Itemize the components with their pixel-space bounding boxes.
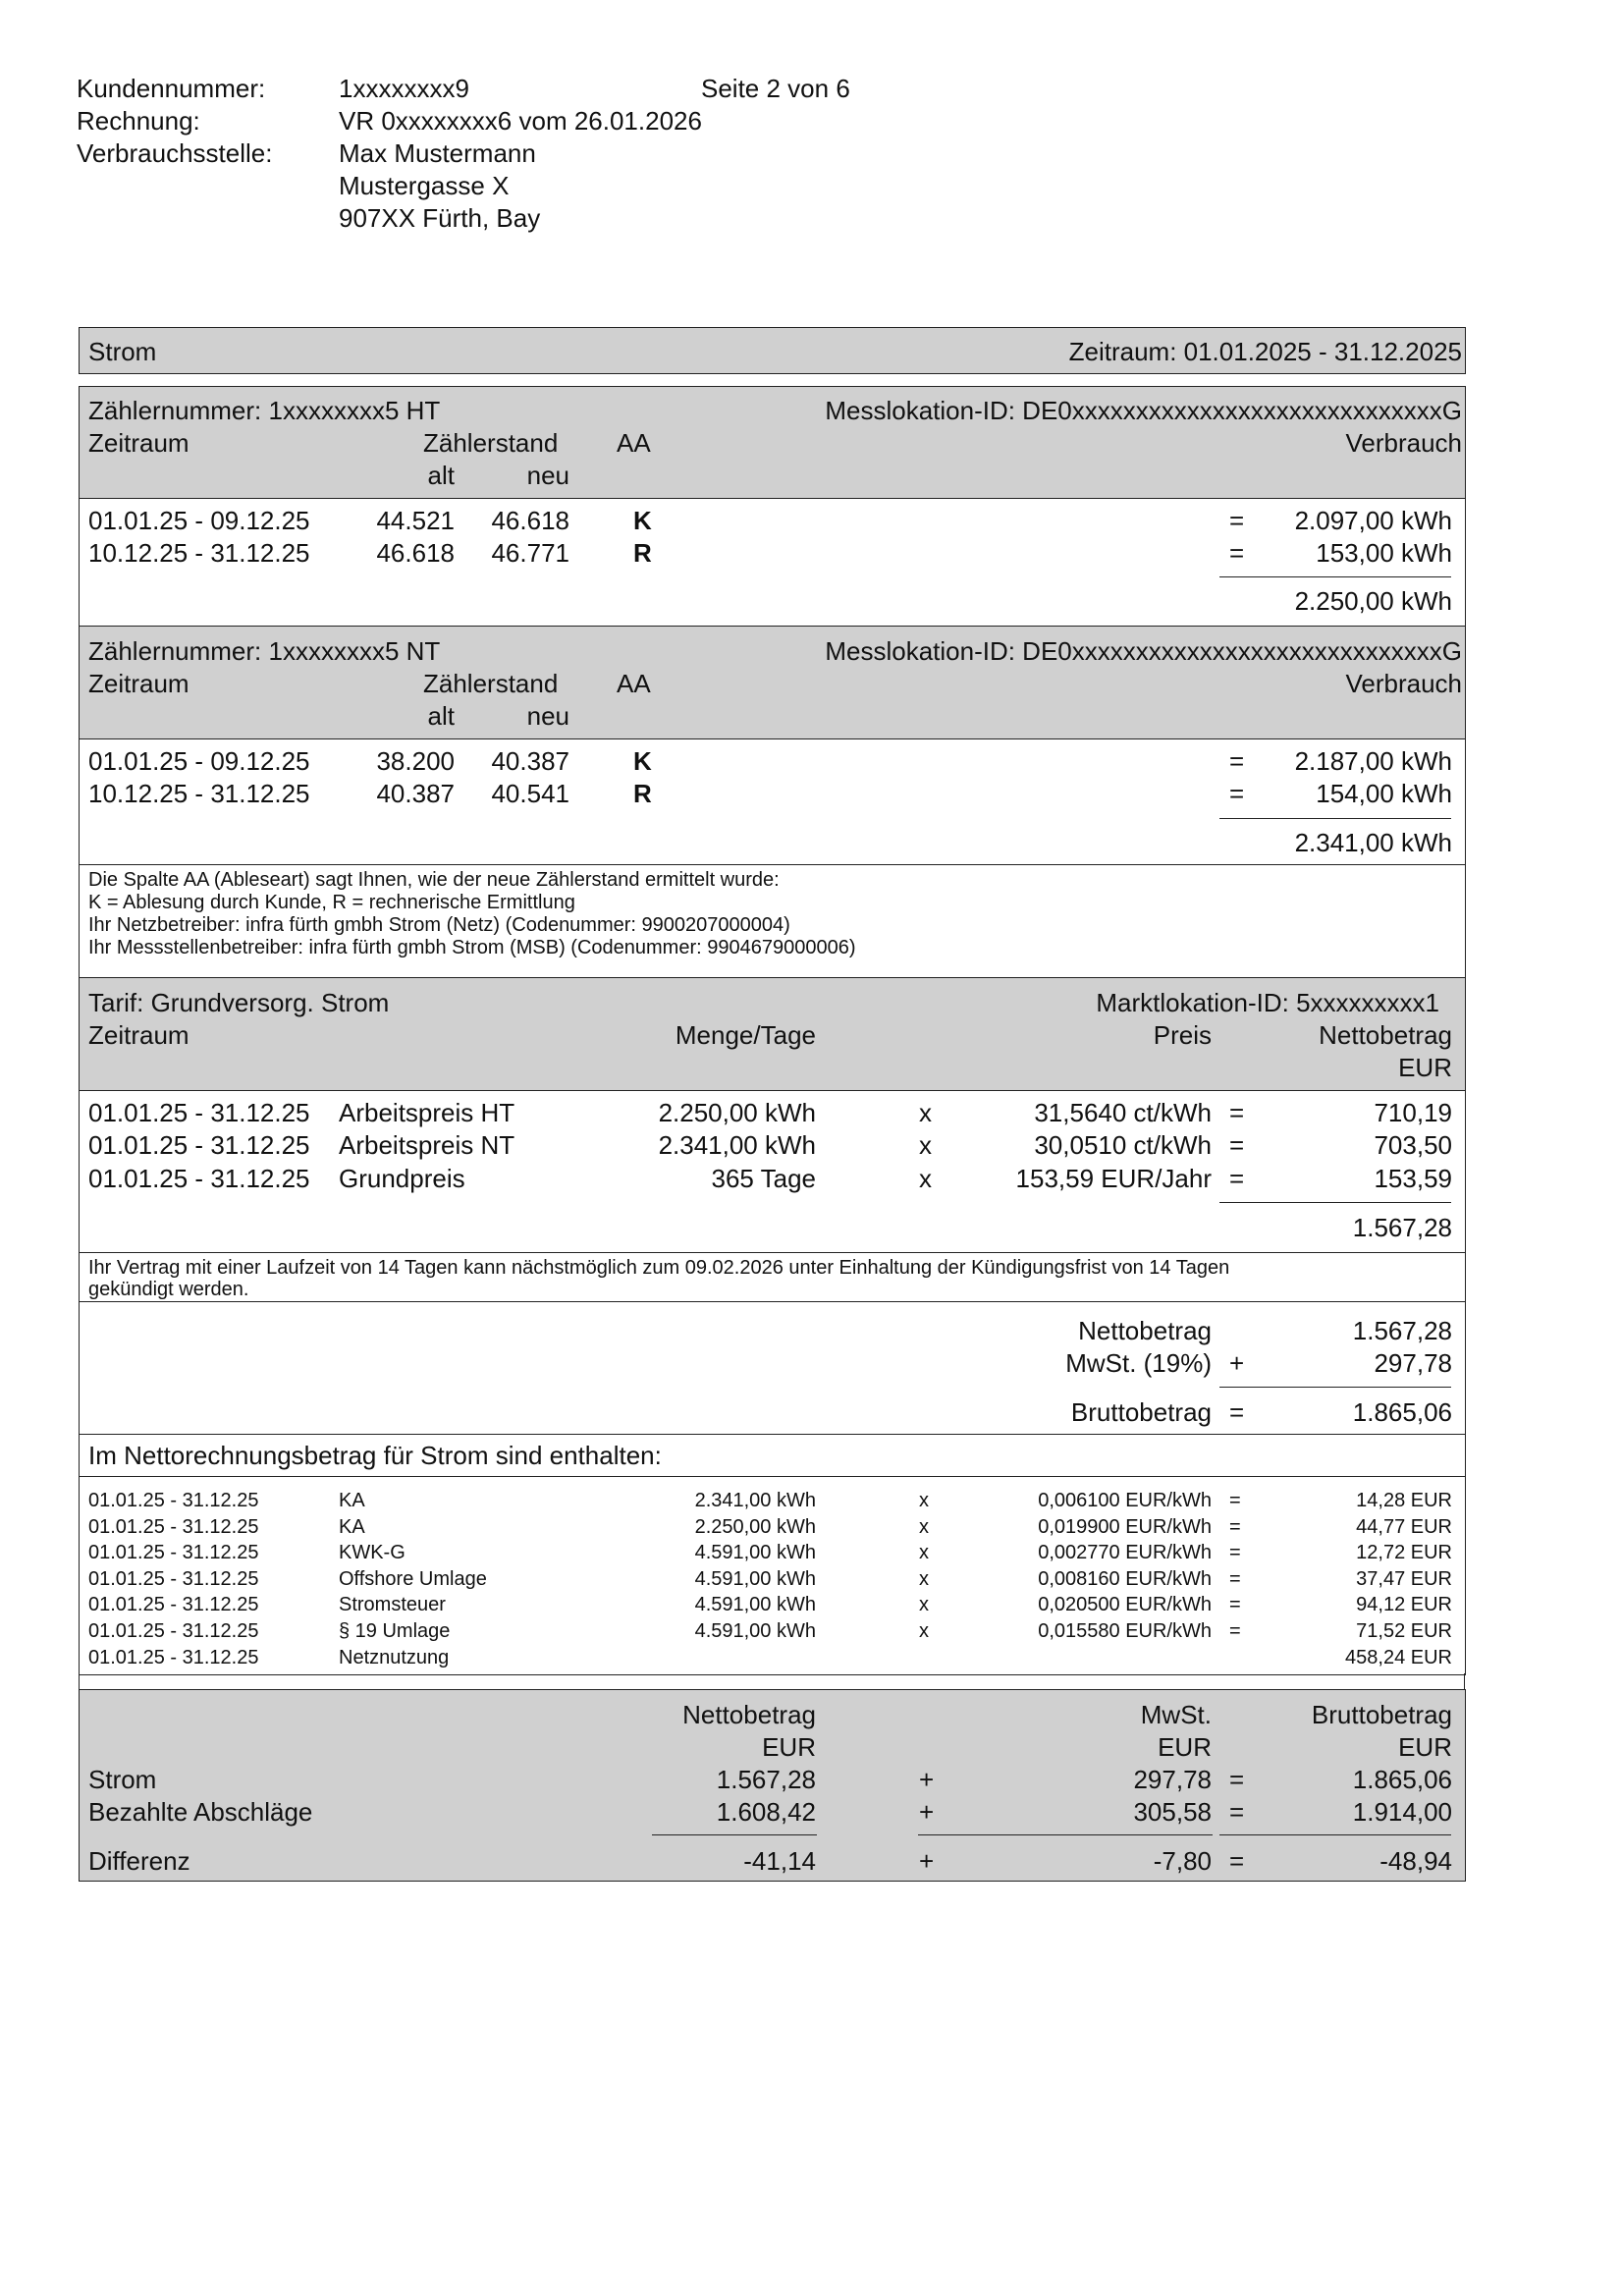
meter-nt-col-neu: neu xyxy=(526,701,569,731)
row-verbrauch: 154,00 kWh xyxy=(1316,779,1452,808)
row-zeitraum: 01.01.25 - 09.12.25 xyxy=(88,506,310,535)
row-menge: 365 Tage xyxy=(711,1164,816,1193)
tariff-col-netto: Nettobetrag xyxy=(1319,1020,1452,1050)
row-neu: 40.387 xyxy=(491,746,569,776)
row-ableseart: R xyxy=(633,538,652,568)
row-times: x xyxy=(919,1490,929,1511)
row-equals: = xyxy=(1229,538,1245,568)
row-position: Grundpreis xyxy=(339,1164,465,1193)
row-times: x xyxy=(919,1515,929,1538)
row-name: KA xyxy=(339,1490,365,1511)
summary-mwst-value: 297,78 xyxy=(1374,1348,1452,1378)
divider xyxy=(79,864,1466,865)
row-times: x xyxy=(919,1130,932,1160)
row-plus: + xyxy=(919,1765,935,1794)
frame-edge xyxy=(1464,1673,1465,1689)
final-col-brutto-unit: EUR xyxy=(1398,1732,1452,1762)
row-name: KWK-G xyxy=(339,1542,406,1564)
summary-brutto-label: Bruttobetrag xyxy=(1070,1397,1212,1427)
row-zeitraum: 01.01.25 - 09.12.25 xyxy=(88,746,310,776)
meter-ht-col-neu: neu xyxy=(526,461,569,490)
divider xyxy=(79,1476,1466,1477)
row-ableseart: R xyxy=(633,779,652,808)
row-netto: 1.567,28 xyxy=(716,1765,816,1794)
row-brutto: 1.865,06 xyxy=(1352,1765,1452,1794)
kundennummer-label: Kundennummer: xyxy=(77,74,266,103)
tariff-col-preis: Preis xyxy=(1153,1020,1212,1050)
row-betrag: 458,24 EUR xyxy=(1345,1646,1452,1668)
row-menge: 2.250,00 kWh xyxy=(694,1515,816,1538)
row-mwst: 305,58 xyxy=(1133,1797,1212,1827)
row-neu: 46.771 xyxy=(491,538,569,568)
row-equals: = xyxy=(1229,1765,1245,1794)
final-col-netto: Nettobetrag xyxy=(682,1700,816,1729)
row-label: Differenz xyxy=(88,1846,190,1876)
row-name: Offshore Umlage xyxy=(339,1567,487,1590)
row-preis: 0,015580 EUR/kWh xyxy=(1038,1620,1212,1642)
row-zeitraum: 01.01.25 - 31.12.25 xyxy=(88,1098,310,1127)
row-menge: 4.591,00 kWh xyxy=(694,1620,816,1642)
row-zeitraum: 10.12.25 - 31.12.25 xyxy=(88,779,310,808)
row-position: Arbeitspreis HT xyxy=(339,1098,515,1127)
row-preis: 30,0510 ct/kWh xyxy=(1034,1130,1212,1160)
note-netzbetreiber: Ihr Netzbetreiber: infra fürth gmbh Strom (Netz) (Codenummer: 9900207000004) xyxy=(88,914,790,936)
row-neu: 46.618 xyxy=(491,506,569,535)
final-col-mwst-unit: EUR xyxy=(1158,1732,1212,1762)
tariff-title: Tarif: Grundversorg. Strom xyxy=(88,988,390,1017)
row-betrag: 37,47 EUR xyxy=(1356,1567,1452,1590)
row-netto: -41,14 xyxy=(743,1846,816,1876)
tariff-col-zeitraum: Zeitraum xyxy=(88,1020,189,1050)
verbrauchsstelle-label: Verbrauchsstelle: xyxy=(77,138,273,168)
address-line-name: Max Mustermann xyxy=(339,138,536,168)
contract-note-line-2: gekündigt werden. xyxy=(88,1279,249,1300)
sum-rule xyxy=(1219,576,1451,577)
strom-zeitraum: Zeitraum: 01.01.2025 - 31.12.2025 xyxy=(1068,337,1462,366)
row-equals: = xyxy=(1229,746,1245,776)
row-netto: 710,19 xyxy=(1374,1098,1452,1127)
final-col-mwst: MwSt. xyxy=(1140,1700,1212,1729)
row-position: Arbeitspreis NT xyxy=(339,1130,515,1160)
row-preis: 0,002770 EUR/kWh xyxy=(1038,1542,1212,1564)
row-brutto: -48,94 xyxy=(1379,1846,1452,1876)
row-times: x xyxy=(919,1542,929,1564)
row-zeitraum: 01.01.25 - 31.12.25 xyxy=(88,1130,310,1160)
row-zeitraum: 01.01.25 - 31.12.25 xyxy=(88,1542,259,1564)
row-zeitraum: 01.01.25 - 31.12.25 xyxy=(88,1164,310,1193)
row-ableseart: K xyxy=(633,506,652,535)
row-preis: 0,008160 EUR/kWh xyxy=(1038,1567,1212,1590)
row-equals: = xyxy=(1229,1846,1245,1876)
sum-rule xyxy=(918,1834,1213,1835)
row-equals: = xyxy=(1229,1542,1241,1564)
row-betrag: 14,28 EUR xyxy=(1356,1490,1452,1511)
row-label: Bezahlte Abschläge xyxy=(88,1797,313,1827)
row-zeitraum: 01.01.25 - 31.12.25 xyxy=(88,1490,259,1511)
tariff-total: 1.567,28 xyxy=(1352,1213,1452,1242)
row-betrag: 71,52 EUR xyxy=(1356,1620,1452,1642)
final-col-netto-unit: EUR xyxy=(762,1732,816,1762)
rechnung-label: Rechnung: xyxy=(77,106,200,136)
row-preis: 0,006100 EUR/kWh xyxy=(1038,1490,1212,1511)
contract-note-line-1: Ihr Vertrag mit einer Laufzeit von 14 Tagen kann nächstmöglich zum 09.02.2026 unter Einhaltung der Kündigungsfrist von 14 Tagen xyxy=(88,1257,1230,1279)
row-neu: 40.541 xyxy=(491,779,569,808)
summary-brutto-value: 1.865,06 xyxy=(1352,1397,1452,1427)
meter-ht-number: Zählernummer: 1xxxxxxxx5 HT xyxy=(88,396,441,425)
address-line-street: Mustergasse X xyxy=(339,171,510,200)
row-times: x xyxy=(919,1620,929,1642)
meter-nt-col-aa: AA xyxy=(617,669,651,698)
rechnung-value: VR 0xxxxxxxx6 vom 26.01.2026 xyxy=(339,106,702,136)
row-verbrauch: 2.187,00 kWh xyxy=(1294,746,1452,776)
tariff-col-menge: Menge/Tage xyxy=(675,1020,816,1050)
row-mwst: 297,78 xyxy=(1133,1765,1212,1794)
summary-netto-value: 1.567,28 xyxy=(1352,1316,1452,1345)
strom-title: Strom xyxy=(88,337,157,366)
note-legend: K = Ablesung durch Kunde, R = rechnerische Ermittlung xyxy=(88,892,575,913)
row-zeitraum: 10.12.25 - 31.12.25 xyxy=(88,538,310,568)
row-menge: 2.341,00 kWh xyxy=(694,1490,816,1511)
row-netto: 703,50 xyxy=(1374,1130,1452,1160)
tariff-marktlokation: Marktlokation-ID: 5xxxxxxxxx1 xyxy=(1096,988,1439,1017)
row-equals: = xyxy=(1229,506,1245,535)
row-preis: 0,020500 EUR/kWh xyxy=(1038,1594,1212,1616)
address-line-city: 907XX Fürth, Bay xyxy=(339,203,541,233)
row-times: x xyxy=(919,1567,929,1590)
row-alt: 44.521 xyxy=(376,506,455,535)
row-equals: = xyxy=(1229,779,1245,808)
meter-nt-total: 2.341,00 kWh xyxy=(1294,828,1452,857)
row-label: Strom xyxy=(88,1765,157,1794)
sum-rule xyxy=(1219,1202,1451,1203)
sum-rule xyxy=(1219,1387,1451,1388)
row-menge: 2.250,00 kWh xyxy=(658,1098,816,1127)
row-equals: = xyxy=(1229,1797,1245,1827)
note-messstellenbetreiber: Ihr Messstellenbetreiber: infra fürth gmbh Strom (MSB) (Codenummer: 9904679000006) xyxy=(88,937,856,958)
meter-ht-col-verbrauch: Verbrauch xyxy=(1345,428,1462,458)
summary-netto-label: Nettobetrag xyxy=(1078,1316,1212,1345)
row-menge: 4.591,00 kWh xyxy=(694,1594,816,1616)
row-zeitraum: 01.01.25 - 31.12.25 xyxy=(88,1567,259,1590)
row-zeitraum: 01.01.25 - 31.12.25 xyxy=(88,1620,259,1642)
row-netto: 1.608,42 xyxy=(716,1797,816,1827)
meter-ht-col-aa: AA xyxy=(617,428,651,458)
row-preis: 0,019900 EUR/kWh xyxy=(1038,1515,1212,1538)
meter-nt-col-alt: alt xyxy=(427,701,455,731)
row-betrag: 12,72 EUR xyxy=(1356,1542,1452,1564)
row-plus: + xyxy=(919,1797,935,1827)
meter-nt-col-verbrauch: Verbrauch xyxy=(1345,669,1462,698)
row-zeitraum: 01.01.25 - 31.12.25 xyxy=(88,1515,259,1538)
meter-nt-number: Zählernummer: 1xxxxxxxx5 NT xyxy=(88,636,441,666)
row-alt: 46.618 xyxy=(376,538,455,568)
included-title: Im Nettorechnungsbetrag für Strom sind enthalten: xyxy=(88,1441,662,1470)
meter-nt-col-zaehlerstand: Zählerstand xyxy=(423,669,559,698)
row-netto: 153,59 xyxy=(1374,1164,1452,1193)
meter-ht-col-zaehlerstand: Zählerstand xyxy=(423,428,559,458)
final-col-brutto: Bruttobetrag xyxy=(1311,1700,1452,1729)
summary-mwst-label: MwSt. (19%) xyxy=(1065,1348,1212,1378)
row-brutto: 1.914,00 xyxy=(1352,1797,1452,1827)
row-betrag: 44,77 EUR xyxy=(1356,1515,1452,1538)
row-equals: = xyxy=(1229,1567,1241,1590)
frame-edge xyxy=(79,1673,80,1689)
tariff-col-netto-unit: EUR xyxy=(1398,1053,1452,1082)
divider xyxy=(79,1301,1466,1302)
sum-rule xyxy=(652,1834,817,1835)
row-times: x xyxy=(919,1164,932,1193)
row-zeitraum: 01.01.25 - 31.12.25 xyxy=(88,1594,259,1616)
row-alt: 38.200 xyxy=(376,746,455,776)
row-mwst: -7,80 xyxy=(1153,1846,1212,1876)
row-ableseart: K xyxy=(633,746,652,776)
row-preis: 153,59 EUR/Jahr xyxy=(1015,1164,1212,1193)
row-betrag: 94,12 EUR xyxy=(1356,1594,1452,1616)
sum-rule xyxy=(1219,1834,1451,1835)
meter-ht-col-zeitraum: Zeitraum xyxy=(88,428,189,458)
row-equals: = xyxy=(1229,1594,1241,1616)
row-name: § 19 Umlage xyxy=(339,1620,451,1642)
row-alt: 40.387 xyxy=(376,779,455,808)
row-menge: 4.591,00 kWh xyxy=(694,1542,816,1564)
row-verbrauch: 2.097,00 kWh xyxy=(1294,506,1452,535)
row-menge: 2.341,00 kWh xyxy=(658,1130,816,1160)
meter-ht-col-alt: alt xyxy=(427,461,455,490)
meter-ht-messlokation: Messlokation-ID: DE0xxxxxxxxxxxxxxxxxxxxxxxxxxxxxG xyxy=(825,396,1462,425)
row-times: x xyxy=(919,1594,929,1616)
row-name: Stromsteuer xyxy=(339,1594,446,1616)
row-menge: 4.591,00 kWh xyxy=(694,1567,816,1590)
row-equals: = xyxy=(1229,1098,1245,1127)
summary-mwst-op: + xyxy=(1229,1348,1245,1378)
sum-rule xyxy=(1219,818,1451,819)
row-equals: = xyxy=(1229,1164,1245,1193)
row-equals: = xyxy=(1229,1130,1245,1160)
row-name: KA xyxy=(339,1515,365,1538)
kundennummer-value: 1xxxxxxxx9 xyxy=(339,74,469,103)
meter-nt-col-zeitraum: Zeitraum xyxy=(88,669,189,698)
row-times: x xyxy=(919,1098,932,1127)
summary-brutto-op: = xyxy=(1229,1397,1245,1427)
meter-ht-total: 2.250,00 kWh xyxy=(1294,586,1452,616)
row-equals: = xyxy=(1229,1620,1241,1642)
divider xyxy=(79,1434,1466,1435)
row-name: Netznutzung xyxy=(339,1646,450,1668)
row-verbrauch: 153,00 kWh xyxy=(1316,538,1452,568)
row-equals: = xyxy=(1229,1515,1241,1538)
row-equals: = xyxy=(1229,1490,1241,1511)
divider xyxy=(79,1252,1466,1253)
note-ableseart: Die Spalte AA (Ableseart) sagt Ihnen, wie der neue Zählerstand ermittelt wurde: xyxy=(88,869,780,891)
row-zeitraum: 01.01.25 - 31.12.25 xyxy=(88,1646,259,1668)
meter-nt-messlokation: Messlokation-ID: DE0xxxxxxxxxxxxxxxxxxxxxxxxxxxxxG xyxy=(825,636,1462,666)
row-preis: 31,5640 ct/kWh xyxy=(1034,1098,1212,1127)
row-plus: + xyxy=(919,1846,935,1876)
page-indicator: Seite 2 von 6 xyxy=(701,74,850,103)
